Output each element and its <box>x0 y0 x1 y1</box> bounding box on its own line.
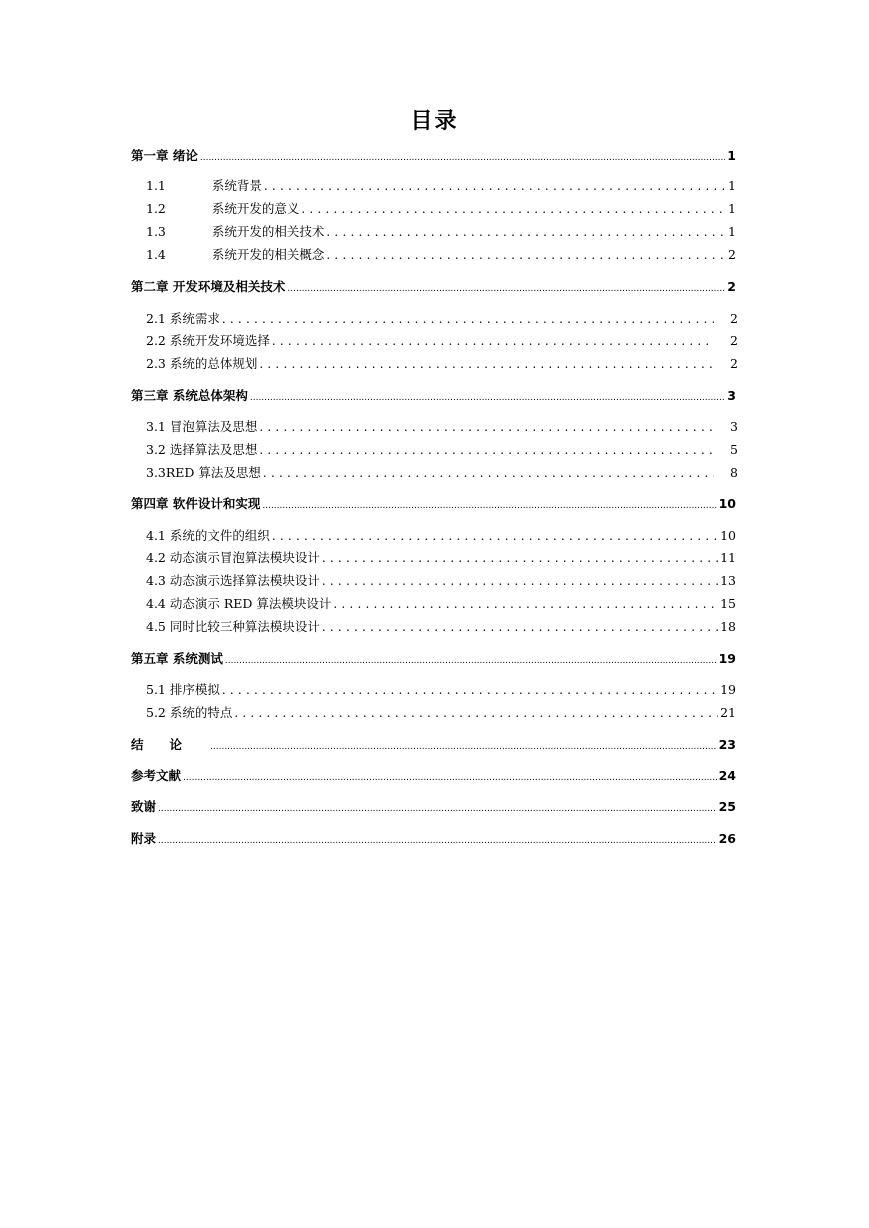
toc-page-number: 24 <box>718 768 736 783</box>
toc-section-5-1[interactable] <box>146 680 736 698</box>
toc-page-number: 13 <box>720 573 736 588</box>
toc-section-3-3[interactable] <box>146 463 738 481</box>
toc-entry-label: 3.2 选择算法及思想 <box>146 442 258 457</box>
toc-page-number: 2 <box>728 247 736 262</box>
toc-section-1-2[interactable] <box>146 199 736 217</box>
toc-entry-label: 第三章 系统总体架构 <box>131 388 248 403</box>
section-number: 1.3 <box>146 224 166 239</box>
toc-entry-label: 5.2 系统的特点 <box>146 705 233 720</box>
toc-page-number: 18 <box>720 619 736 634</box>
toc-entry-label: 结论 <box>131 737 209 752</box>
dot-leader <box>234 705 718 720</box>
dot-leader <box>301 201 726 216</box>
toc-chapter-5[interactable] <box>131 649 736 667</box>
toc-page-number: 21 <box>720 705 736 720</box>
dot-leader <box>264 178 726 193</box>
toc-page-number: 19 <box>720 682 736 697</box>
toc-entry-label: 4.5 同时比较三种算法模块设计 <box>146 619 320 634</box>
dot-leader <box>322 573 718 588</box>
toc-entry-label: 4.3 动态演示选择算法模块设计 <box>146 573 320 588</box>
toc-appendix[interactable] <box>131 829 736 847</box>
toc-entry-label: 第二章 开发环境及相关技术 <box>131 279 286 294</box>
dot-leader <box>259 442 714 457</box>
dot-leader <box>222 682 718 697</box>
toc-entry-label: 系统开发的相关概念 <box>211 247 325 262</box>
toc-page-number: 15 <box>720 596 736 611</box>
section-number: 1.1 <box>146 178 166 193</box>
toc-page-number: 8 <box>730 465 738 480</box>
dot-leader <box>158 799 717 814</box>
section-number: 1.4 <box>146 247 166 262</box>
toc-entry-label: 系统开发的意义 <box>211 201 300 216</box>
toc-entry-label: 2.1 系统需求 <box>146 311 220 326</box>
page-title: 目录 <box>410 109 459 134</box>
dot-leader <box>210 737 717 752</box>
toc-section-2-3[interactable] <box>146 354 738 372</box>
dot-leader <box>222 311 714 326</box>
toc-entry-label: 致谢 <box>131 799 157 814</box>
toc-entry-label: 系统背景 <box>211 178 262 193</box>
toc-page-number: 1 <box>728 201 736 216</box>
dot-leader <box>250 388 725 403</box>
toc-section-1-1[interactable] <box>146 176 736 194</box>
toc-page-number: 2 <box>730 356 738 371</box>
dot-leader <box>322 619 718 634</box>
toc-entry-label: 第五章 系统测试 <box>131 651 223 666</box>
toc-page-number: 3 <box>727 388 736 403</box>
toc-chapter-3[interactable] <box>131 386 736 404</box>
toc-entry-label: 第一章 绪论 <box>131 148 198 163</box>
dot-leader <box>326 224 726 239</box>
toc-section-1-4[interactable] <box>146 245 736 263</box>
dot-leader <box>272 528 718 543</box>
dot-leader <box>262 496 716 511</box>
toc-page-number: 2 <box>727 279 736 294</box>
toc-section-4-1[interactable] <box>146 526 736 544</box>
toc-references[interactable] <box>131 766 736 784</box>
toc-section-2-1[interactable] <box>146 309 738 327</box>
toc-page-number: 1 <box>728 178 736 193</box>
toc-entry-label: 3.1 冒泡算法及思想 <box>146 419 258 434</box>
toc-entry-label: 系统开发的相关技术 <box>211 224 325 239</box>
toc-section-3-2[interactable] <box>146 440 738 458</box>
dot-leader <box>272 333 714 348</box>
dot-leader <box>259 356 714 371</box>
toc-entry-label: 4.1 系统的文件的组织 <box>146 528 270 543</box>
toc-entry-label: 参考文献 <box>131 768 182 783</box>
toc-chapter-4[interactable] <box>131 494 736 512</box>
toc-entry-label: 附录 <box>131 831 157 846</box>
toc-chapter-2[interactable] <box>131 277 736 295</box>
toc-page-number: 2 <box>730 311 738 326</box>
toc-entry-label: 5.1 排序模拟 <box>146 682 220 697</box>
toc-conclusion[interactable] <box>131 735 736 753</box>
dot-leader <box>259 419 714 434</box>
toc-section-4-3[interactable] <box>146 571 736 589</box>
toc-page-number: 2 <box>730 333 738 348</box>
toc-page-number: 10 <box>718 496 736 511</box>
toc-entry-label: 3.3RED 算法及思想 <box>146 465 261 480</box>
toc-entry-label: 2.2 系统开发环境选择 <box>146 333 270 348</box>
dot-leader <box>225 651 717 666</box>
toc-section-4-2[interactable] <box>146 548 736 566</box>
toc-acknowledgements[interactable] <box>131 797 736 815</box>
toc-section-4-5[interactable] <box>146 617 736 635</box>
toc-page-number: 1 <box>727 148 736 163</box>
toc-entry-label: 2.3 系统的总体规划 <box>146 356 258 371</box>
toc-page-number: 25 <box>718 799 736 814</box>
toc-section-2-2[interactable] <box>146 331 738 349</box>
section-number: 1.2 <box>146 201 166 216</box>
dot-leader <box>322 550 718 565</box>
dot-leader <box>326 247 726 262</box>
toc-section-4-4[interactable] <box>146 594 736 612</box>
toc-section-1-3[interactable] <box>146 222 736 240</box>
dot-leader <box>333 596 718 611</box>
toc-page-number: 10 <box>720 528 736 543</box>
toc-page-number: 19 <box>718 651 736 666</box>
dot-leader <box>287 279 725 294</box>
toc-entry-label: 4.2 动态演示冒泡算法模块设计 <box>146 550 320 565</box>
toc-page-number: 3 <box>730 419 738 434</box>
dot-leader <box>200 148 725 163</box>
dot-leader <box>263 465 714 480</box>
toc-chapter-1[interactable] <box>131 146 736 164</box>
toc-entry-label: 4.4 动态演示 RED 算法模块设计 <box>146 596 332 611</box>
toc-page-number: 11 <box>720 550 736 565</box>
toc-page-number: 5 <box>730 442 738 457</box>
toc-entry-label: 第四章 软件设计和实现 <box>131 496 261 511</box>
toc-page-number: 1 <box>728 224 736 239</box>
dot-leader <box>158 831 717 846</box>
dot-leader <box>183 768 717 783</box>
toc-section-5-2[interactable] <box>146 703 736 721</box>
toc-page-number: 26 <box>718 831 736 846</box>
toc-page-number: 23 <box>718 737 736 752</box>
toc-section-3-1[interactable] <box>146 417 738 435</box>
